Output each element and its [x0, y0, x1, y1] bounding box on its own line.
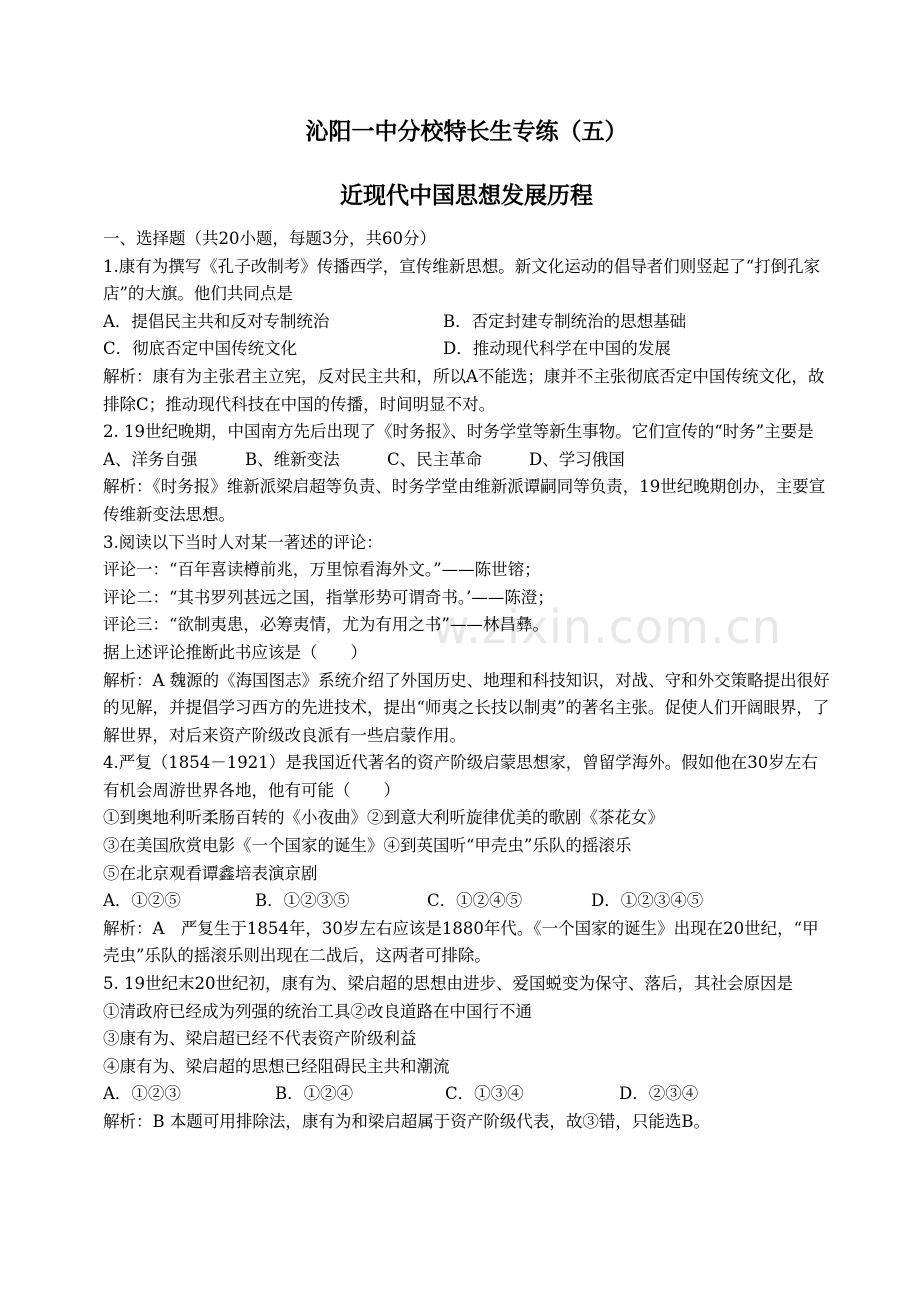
option-c: C．彻底否定中国传统文化 — [103, 339, 298, 359]
question-5-item-1: ①清政府已经成为列强的统治工具②改良道路在中国行不通 — [103, 1001, 532, 1021]
question-1-analysis: 解析：康有为主张君主立宪，反对民主共和，所以A不能选；康并不主张彻底否定中国传统文化，故排除C；推动现代科技在中国的传播，时间明显不对。 — [103, 366, 825, 414]
option-a: A．①②③ — [103, 1084, 181, 1104]
question-5-item-3: ④康有为、梁启超的思想已经阻碍民主共和潮流 — [103, 1056, 450, 1076]
question-3-ask: 据上述评论推断此书应该是（ ） — [103, 642, 367, 662]
option-d: D．推动现代科学在中国的发展 — [443, 339, 671, 359]
question-4-options — [103, 887, 830, 915]
question-2-options — [103, 446, 830, 474]
option-d: D．②③④ — [619, 1084, 699, 1104]
question-2-stem: 2. 19世纪晚期，中国南方先后出现了《时务报》、时务学堂等新生事物。它们宣传的“时务”主要是 — [103, 422, 814, 442]
question-3-comment-1: 评论一：“百年喜读樽前兆，万里惊看海外文。”——陈世镕； — [103, 560, 541, 580]
document-title: 沁阳一中分校特长生专练（五） — [305, 118, 628, 145]
question-3-comment-3: 评论三：“欲制夷患，必筹夷情，尤为有用之书”——林昌彝。 — [103, 615, 549, 635]
question-4-item-3: ⑤在北京观看谭鑫培表演京剧 — [103, 863, 318, 883]
question-1-options-row-1 — [103, 308, 830, 336]
question-5-options — [103, 1080, 830, 1108]
question-4-item-2: ③在美国欣赏电影《一个国家的诞生》④到英国听“甲壳虫”乐队的摇滚乐 — [103, 836, 632, 856]
option-c: C、民主革命 — [387, 449, 483, 469]
document-page — [103, 112, 830, 1136]
question-1-options-row-2 — [103, 335, 830, 363]
option-c: C．①③④ — [445, 1084, 524, 1104]
option-a: A．提倡民主共和反对专制统治 — [103, 311, 330, 331]
option-b: B．①②③⑤ — [255, 891, 350, 911]
option-a: A．①②⑤ — [103, 891, 181, 911]
document-subtitle: 近现代中国思想发展历程 — [340, 182, 593, 209]
question-4-analysis: 解析：A 严复生于1854年，30岁左右应该是1880年代。《一个国家的诞生》出现在20世纪，“甲壳虫”乐队的摇滚乐则出现在二战后，这两者可排除。 — [103, 918, 819, 966]
question-4-stem: 4.严复（1854－1921）是我国近代著名的资产阶级启蒙思想家，曾留学海外。假如他在30岁左右有机会周游世界各地，他有可能（ ） — [103, 753, 818, 800]
question-2-analysis: 解析：《时务报》维新派梁启超等负责、时务学堂由维新派谭嗣同等负责，19世纪晚期创办，主要宣传维新变法思想。 — [103, 477, 826, 524]
option-c: C．①②④⑤ — [427, 891, 523, 911]
section-heading: 一、选择题（共20小题，每题3分，共60分） — [103, 229, 436, 248]
question-4-item-1: ①到奥地利听柔肠百转的《小夜曲》②到意大利听旋律优美的歌剧《茶花女》 — [103, 808, 664, 828]
watermark: w.zixin.com.cn — [432, 600, 783, 654]
question-5-analysis: 解析：B 本题可用排除法，康有为和梁启超属于资产阶级代表，故③错，只能选B。 — [103, 1112, 710, 1131]
option-a: A、洋务自强 — [103, 449, 198, 469]
option-d: D、学习俄国 — [529, 449, 625, 469]
question-3-analysis: 解析：A 魏源的《海国图志》系统介绍了外国历史、地理和科技知识，对战、守和外交策略提出很好的见解，并提倡学习西方的先进技术，提出“师夷之长技以制夷”的著名主张。促使人们开阔眼界，了解世界，对后来资产阶级改良派有一些启蒙作用。 — [103, 670, 830, 745]
question-5-stem: 5. 19世纪末20世纪初，康有为、梁启超的思想由进步、爱国蜕变为保守、落后，其社会原因是 — [103, 974, 793, 994]
question-1-stem: 1.康有为撰写《孔子改制考》传播西学，宣传维新思想。新文化运动的倡导者们则竖起了“打倒孔家店”的大旗。他们共同点是 — [103, 256, 821, 304]
option-b: B．①②④ — [275, 1084, 354, 1104]
question-3-comment-2: 评论二：“其书罗列甚远之国，指掌形势可谓奇书。’——陈澄； — [103, 587, 554, 607]
question-3-stem: 3.阅读以下当时人对某一著述的评论： — [103, 532, 383, 552]
option-b: B、维新变法 — [245, 449, 340, 469]
option-b: B．否定封建专制统治的思想基础 — [443, 311, 687, 331]
option-d: D．①②③④⑤ — [591, 891, 704, 911]
question-5-item-2: ③康有为、梁启超已经不代表资产阶级利益 — [103, 1029, 417, 1049]
